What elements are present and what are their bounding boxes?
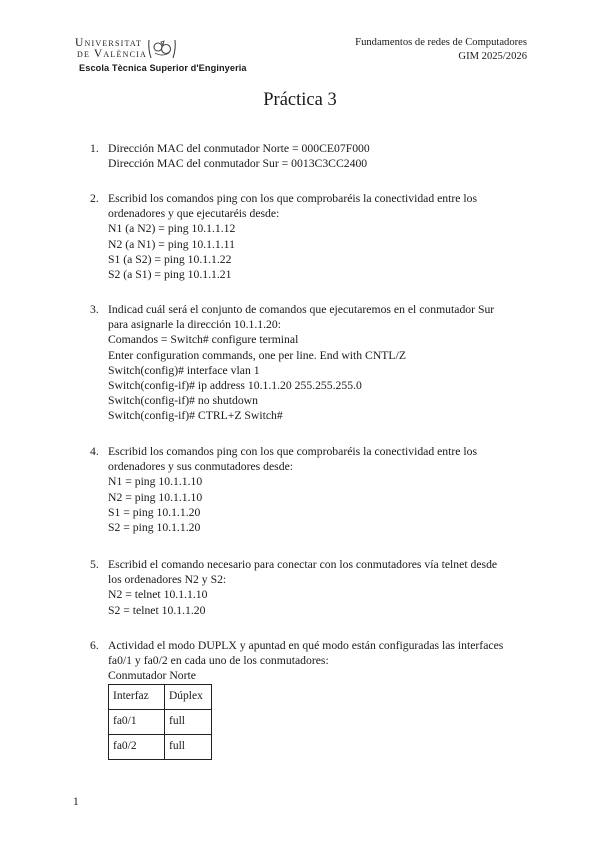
- university-logo: [75, 37, 290, 77]
- exercise-line: Enter configuration commands, one per line. End with CNTL/Z: [108, 348, 406, 362]
- exercise-number: 1.: [90, 142, 99, 155]
- exercise-line: Escribid los comandos ping con los que comprobaréis la conectividad entre los: [108, 445, 478, 458]
- table-cell: full: [165, 734, 212, 759]
- exercise-line: para asignarle la dirección 10.1.1.20:: [108, 318, 281, 332]
- duplex-table: [108, 684, 212, 760]
- exercise-line: S2 (a S1) = ping 10.1.1.21: [108, 268, 232, 282]
- exercise-line: Switch(config-if)# no shutdown: [108, 394, 258, 408]
- exercise-line: N2 = ping 10.1.1.10: [108, 490, 203, 504]
- table-row: [109, 734, 212, 759]
- exercise-3: [90, 302, 530, 424]
- exercise-line: los ordenadores N2 y S2:: [108, 573, 227, 587]
- table-header-cell: Interfaz: [109, 684, 165, 709]
- exercise-6: [90, 638, 530, 760]
- exercise-line: Indicad cuál será el conjunto de comandos que ejecutaremos en el conmutador Sur: [108, 303, 495, 316]
- exercise-line: N1 = ping 10.1.1.10: [108, 475, 203, 489]
- exercise-number: 5.: [90, 558, 99, 571]
- exercise-line: Dirección MAC del conmutador Sur = 0013C3CC2400: [108, 157, 368, 171]
- exercise-line: Switch(config-if)# ip address 10.1.1.20 255.255.255.0: [108, 379, 362, 393]
- exercise-number: 6.: [90, 639, 99, 652]
- exercise-line: fa0/1 y fa0/2 en cada uno de los conmutadores:: [108, 654, 329, 668]
- exercise-1: [90, 141, 530, 171]
- exercise-line: N2 (a N1) = ping 10.1.1.11: [108, 237, 235, 251]
- exercise-line: N2 = telnet 10.1.1.10: [108, 588, 208, 602]
- logo-school-name: Escola Tècnica Superior d'Enginyeria: [79, 63, 247, 73]
- exercise-line: Switch(config)# interface vlan 1: [108, 363, 260, 377]
- exercise-number: 3.: [90, 303, 99, 316]
- exercise-5: [90, 557, 530, 618]
- exercise-number: 2.: [90, 192, 99, 205]
- exercise-line: S1 = ping 10.1.1.20: [108, 505, 201, 519]
- exercise-line: S1 (a S2) = ping 10.1.1.22: [108, 252, 232, 266]
- table-header-row: [109, 684, 212, 709]
- exercise-line: Escribid los comandos ping con los que comprobaréis la conectividad entre los: [108, 192, 478, 205]
- exercise-line: Comandos = Switch# configure terminal: [108, 333, 299, 347]
- exercise-line: Switch(config-if)# CTRL+Z Switch#: [108, 409, 283, 423]
- table-cell: fa0/2: [109, 734, 165, 759]
- exercise-line: Escribid el comando necesario para conectar con los conmutadores vía telnet desde: [108, 558, 498, 571]
- page-number: 1: [73, 796, 79, 808]
- logo-university-name-line1: Universitat: [75, 37, 143, 49]
- table-caption: Conmutador Norte: [108, 669, 196, 683]
- exercise-4: [90, 444, 530, 535]
- table-cell: fa0/1: [109, 709, 165, 734]
- exercise-number: 4.: [90, 445, 99, 458]
- exercise-line: Actividad el modo DUPLX y apuntad en qué modo están configuradas las interfaces: [108, 639, 504, 652]
- table-cell: full: [165, 709, 212, 734]
- course-name: Fundamentos de redes de Computadores: [355, 37, 527, 48]
- exercise-line: ordenadores y sus conmutadores desde:: [108, 460, 294, 474]
- table-row: [109, 709, 212, 734]
- page-title: Práctica 3: [263, 90, 337, 110]
- exercise-2: [90, 191, 530, 282]
- exercise-line: S2 = telnet 10.1.1.20: [108, 603, 206, 617]
- table-header-cell: Dúplex: [165, 684, 212, 709]
- university-seal-icon: [147, 38, 177, 60]
- logo-university-name-line2: de València: [77, 48, 147, 60]
- exercise-line: ordenadores y que ejecutaréis desde:: [108, 207, 280, 221]
- exercise-line: Dirección MAC del conmutador Norte = 000CE07F000: [108, 142, 370, 155]
- exercise-line: S2 = ping 10.1.1.20: [108, 521, 201, 535]
- grade-year: GIM 2025/2026: [458, 51, 527, 62]
- exercise-line: N1 (a N2) = ping 10.1.1.12: [108, 222, 236, 236]
